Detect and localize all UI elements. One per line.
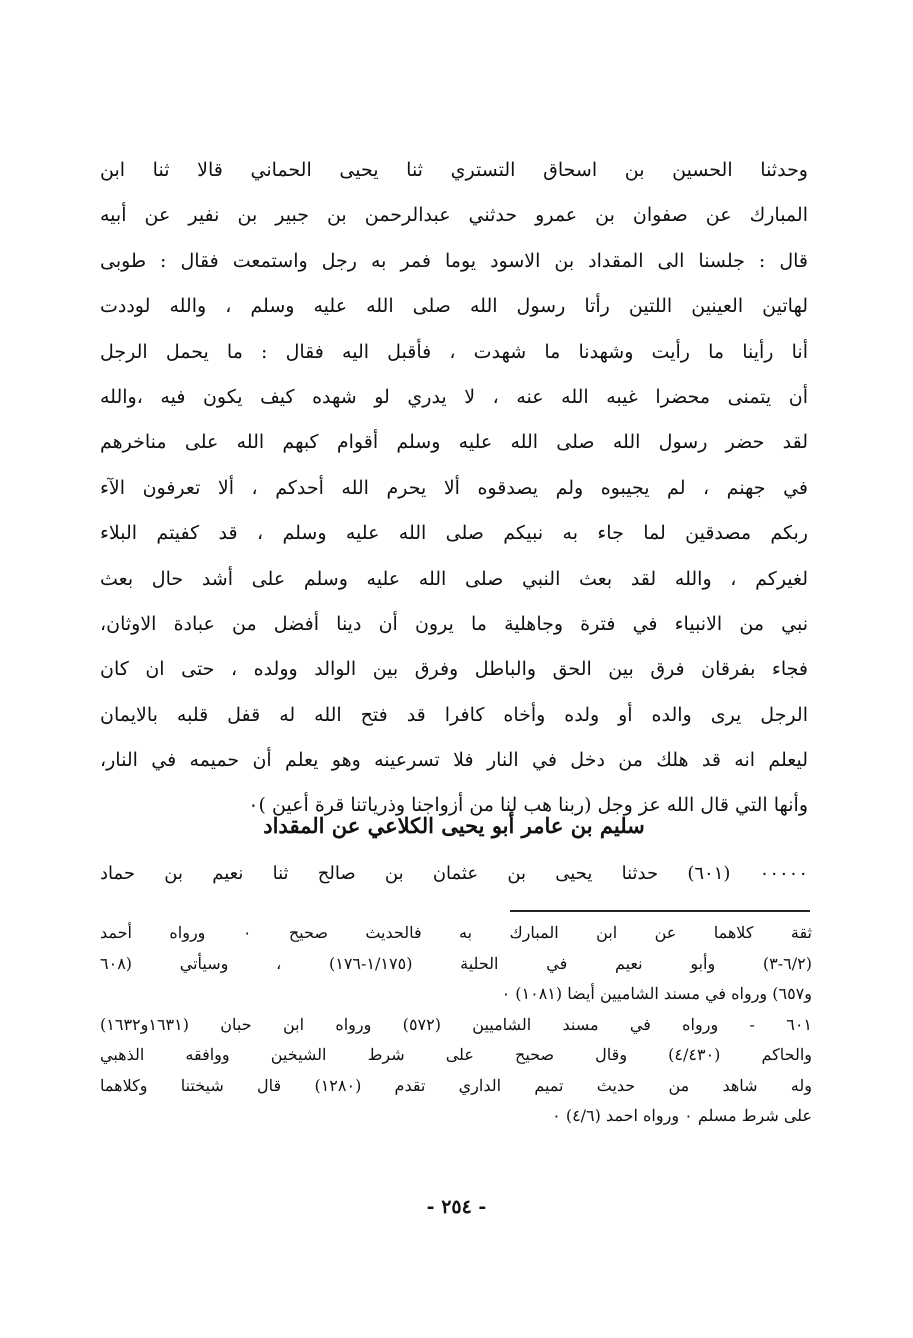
footnote-line: و٦٥٧) ورواه في مسند الشاميين أيضا (١٠٨١) ٠ [501,984,812,1003]
page-number: - ٢٥٤ - [426,1196,487,1218]
footnote-divider [510,910,810,912]
text-line: الرجل يرى والده أو ولده وأخاه كافرا قد فتح الله له قفل قلبه بالايمان [100,703,808,726]
footnote-line: (٦/٢-٣) وأبو نعيم في الحلية (١/١٧٥-١٧٦) ، وسيأتي (٦٠٨ [100,953,812,973]
footnote-line: ٦٠١ - ورواه في مسند الشاميين (٥٧٢) ورواه ابن حبان (١٦٣١و١٦٣٢) [100,1014,812,1034]
text-line: نبي من الانبياء في فترة وجاهلية ما يرون أن دينا أفضل من عبادة الاوثان، [100,612,808,635]
text-line: لغيركم ، والله لقد بعث النبي صلى الله عليه وسلم على أشد حال بعث [100,567,808,590]
text-line: وحدثنا الحسين بن اسحاق التستري ثنا يحيى الحماني قالا ثنا ابن [100,159,808,181]
text-line: ليعلم انه قد هلك من دخل في النار فلا تسرعينه وهو يعلم أن حميمه في النار، [100,749,808,772]
text-line: لقد حضر رسول الله صلى الله عليه وسلم أقوام كبهم الله على مناخرهم [100,431,808,454]
text-line: قال : جلسنا الى المقداد بن الاسود يوما فمر به رجل واستمعت فقال : طوبى [100,249,808,272]
text-line: أن يتمنى محضرا غيبه الله عنه ، لا يدري لو شهده كيف يكون فيه ،والله [100,385,808,408]
text-line: في جهنم ، لم يجيبوه ولم يصدقوه ألا يحرم الله أحدكم ، ألا تعرفون الآء [100,476,808,499]
footnote-line: على شرط مسلم ٠ ورواه احمد (٤/٦) ٠ [552,1106,812,1125]
section-heading: سليم بن عامر أبو يحيى الكلاعي عن المقداد [263,813,645,838]
text-line: أنا رأينا ما رأيت وشهدنا ما شهدت ، فأقبل اليه فقال : ما يحمل الرجل [100,340,808,363]
isnad-line: ٠٠٠٠٠ (٦٠١) حدثنا يحيى بن عثمان بن صالح ثنا نعيم بن حماد [100,863,808,884]
text-line: المبارك عن صفوان بن عمرو حدثني عبدالرحمن بن جبير بن نفير عن أبيه [100,204,808,227]
text-line: لهاتين العينين اللتين رأتا رسول الله صلى الله عليه وسلم ، والله لوددت [100,295,808,318]
text-line: ربكم مصدقين لما جاء به نبيكم صلى الله عليه وسلم ، قد كفيتم البلاء [100,522,808,545]
footnote-line: والحاكم (٤/٤٣٠) وقال صحيح على شرط الشيخين ووافقه الذهبي [100,1045,812,1064]
footnote-line: ثقة كلاهما عن ابن المبارك به فالحديث صحيح ٠ ورواه أحمد [100,923,812,942]
text-line: وأنها التي قال الله عز وجل (ربنا هب لنا من أزواجنا وذرياتنا قرة أعين )٠ [248,794,808,817]
footnote-line: وله شاهد من حديث تميم الداري تقدم (١٢٨٠) قال شيختنا وكلاهما [100,1075,812,1095]
footnotes [100,918,812,1132]
text-line: فجاء بفرقان فرق بين الحق والباطل وفرق بين الوالد وولده ، حتى ان كان [100,658,808,681]
hadith-text [100,148,808,829]
